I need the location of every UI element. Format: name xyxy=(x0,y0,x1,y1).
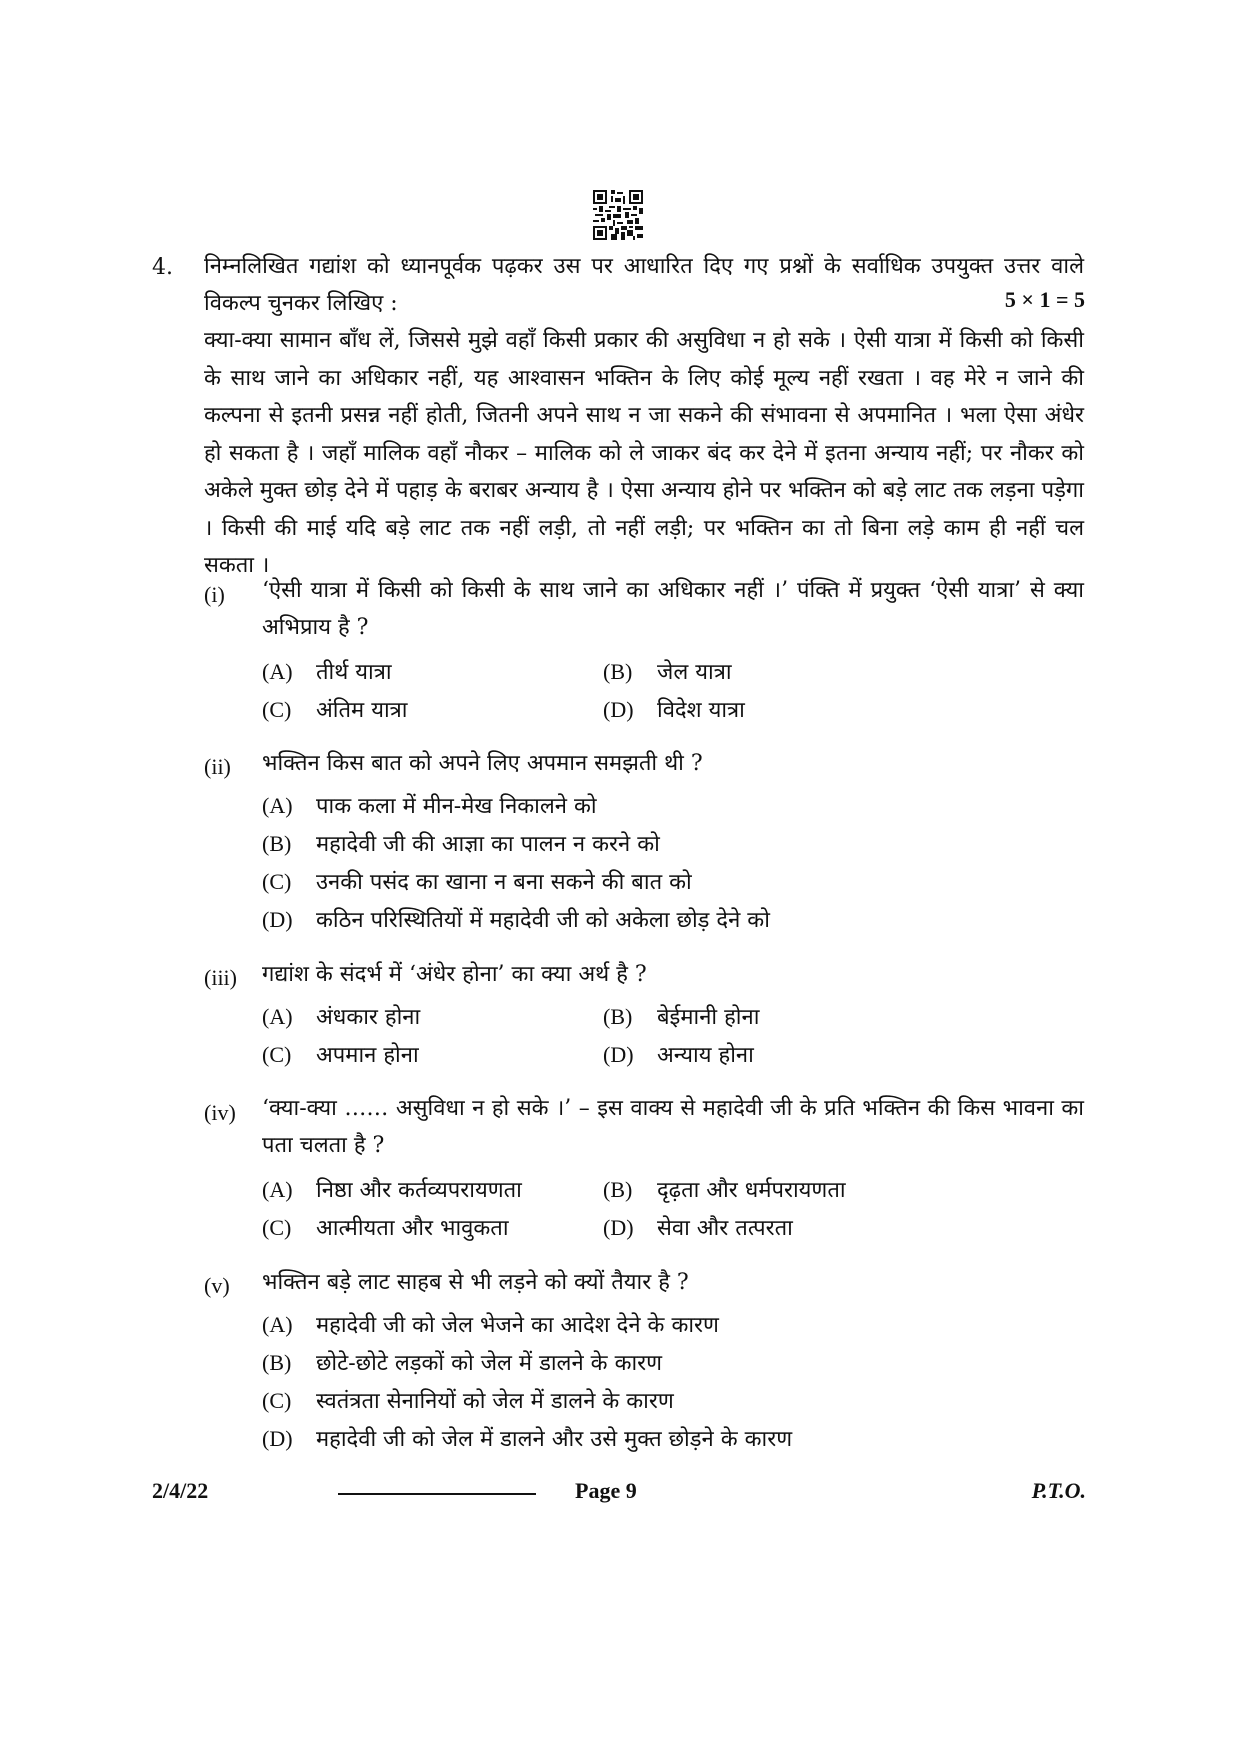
option-v-b: (B) छोटे-छोटे लड़कों को जेल में डालने के कारण xyxy=(262,1350,663,1376)
option-i-d: (D) विदेश यात्रा xyxy=(603,697,745,723)
subquestion-label: (iii) xyxy=(204,965,237,990)
option-iii-b: (B) बेईमानी होना xyxy=(603,1004,760,1030)
qr-code xyxy=(593,190,643,240)
paper-code: 2/4/22 xyxy=(152,1478,209,1503)
question-instruction: निम्नलिखित गद्यांश को ध्यानपूर्वक पढ़कर उस पर आधारित दिए गए प्रश्नों के सर्वाधिक उपयुक्त उत्तर वाले विकल्प चुनकर लिखिए : xyxy=(204,254,1084,316)
option-i-a: (A) तीर्थ यात्रा xyxy=(262,659,392,685)
page-number: Page 9 xyxy=(575,1478,637,1503)
option-iv-d: (D) सेवा और तत्परता xyxy=(603,1215,793,1241)
option-iii-d: (D) अन्याय होना xyxy=(603,1042,754,1068)
option-ii-a: (A) पाक कला में मीन-मेख निकालने को xyxy=(262,793,597,819)
option-ii-d: (D) कठिन परिस्थितियों में महादेवी जी को अकेला छोड़ देने को xyxy=(262,907,770,933)
subquestion-text: गद्यांश के संदर्भ में ‘अंधेर होना’ का क्या अर्थ है ? xyxy=(262,962,647,987)
option-iii-a: (A) अंधकार होना xyxy=(262,1004,421,1030)
footer-divider xyxy=(338,1493,536,1495)
subquestion-text: ‘ऐसी यात्रा में किसी को किसी के साथ जाने का अधिकार नहीं ।’ पंक्ति में प्रयुक्त ‘ऐसी यात्रा’ से क्या अभिप्राय है ? xyxy=(262,578,1084,640)
option-iv-c: (C) आत्मीयता और भावुकता xyxy=(262,1215,509,1241)
subquestion-label: (v) xyxy=(204,1273,230,1298)
option-iv-b: (B) दृढ़ता और धर्मपरायणता xyxy=(603,1177,846,1203)
option-ii-b: (B) महादेवी जी की आज्ञा का पालन न करने को xyxy=(262,831,660,857)
option-v-c: (C) स्वतंत्रता सेनानियों को जेल में डालने के कारण xyxy=(262,1388,674,1414)
subquestion-text: ‘क्या-क्या …… असुविधा न हो सके ।’ – इस वाक्य से महादेवी जी के प्रति भक्तिन की किस भावना का पता चलता है ? xyxy=(262,1096,1084,1158)
option-iv-a: (A) निष्ठा और कर्तव्यपरायणता xyxy=(262,1177,522,1203)
pto-label: P.T.O. xyxy=(1031,1478,1086,1503)
subquestion-label: (i) xyxy=(204,582,225,607)
option-ii-c: (C) उनकी पसंद का खाना न बना सकने की बात को xyxy=(262,869,692,895)
subquestion-text: भक्तिन बड़े लाट साहब से भी लड़ने को क्यों तैयार है ? xyxy=(262,1270,689,1295)
option-i-b: (B) जेल यात्रा xyxy=(603,659,732,685)
question-number: 4. xyxy=(152,255,173,280)
marks-allocation: 5 × 1 = 5 xyxy=(1004,287,1085,312)
option-v-a: (A) महादेवी जी को जेल भेजने का आदेश देने के कारण xyxy=(262,1312,719,1338)
subquestion-label: (iv) xyxy=(204,1100,236,1125)
subquestion-text: भक्तिन किस बात को अपने लिए अपमान समझती थी ? xyxy=(262,751,703,776)
subquestion-label: (ii) xyxy=(204,754,231,779)
prose-passage: क्या-क्या सामान बाँध लें, जिससे मुझे वहाँ किसी प्रकार की असुविधा न हो सके । ऐसी यात्रा में किसी को किसी के साथ जाने का अधिकार नहीं, यह आश्वासन भक्तिन के लिए कोई मूल्य नहीं रखता । वह मेरे न जाने की कल्पना से इतनी प्रसन्न नहीं होती, जितनी अपने साथ न जा सकने की संभावना से अपमानित । भला ऐसा अंधेर हो सकता है । जहाँ मालिक वहाँ नौकर – मालिक को ले जाकर बंद कर देने में इतना अन्याय नहीं; पर नौकर को अकेले मुक्त छोड़ देने में पहाड़ के बराबर अन्याय है । ऐसा अन्याय होने पर भक्तिन को बड़े लाट तक लड़ना पड़ेगा । किसी की माई यदि बड़े लाट तक नहीं लड़ी, तो नहीं लड़ी; पर भक्तिन का तो बिना लड़े काम ही नहीं चल सकता । xyxy=(204,328,1084,578)
option-iii-c: (C) अपमान होना xyxy=(262,1042,419,1068)
option-i-c: (C) अंतिम यात्रा xyxy=(262,697,408,723)
option-v-d: (D) महादेवी जी को जेल में डालने और उसे मुक्त छोड़ने के कारण xyxy=(262,1426,793,1452)
